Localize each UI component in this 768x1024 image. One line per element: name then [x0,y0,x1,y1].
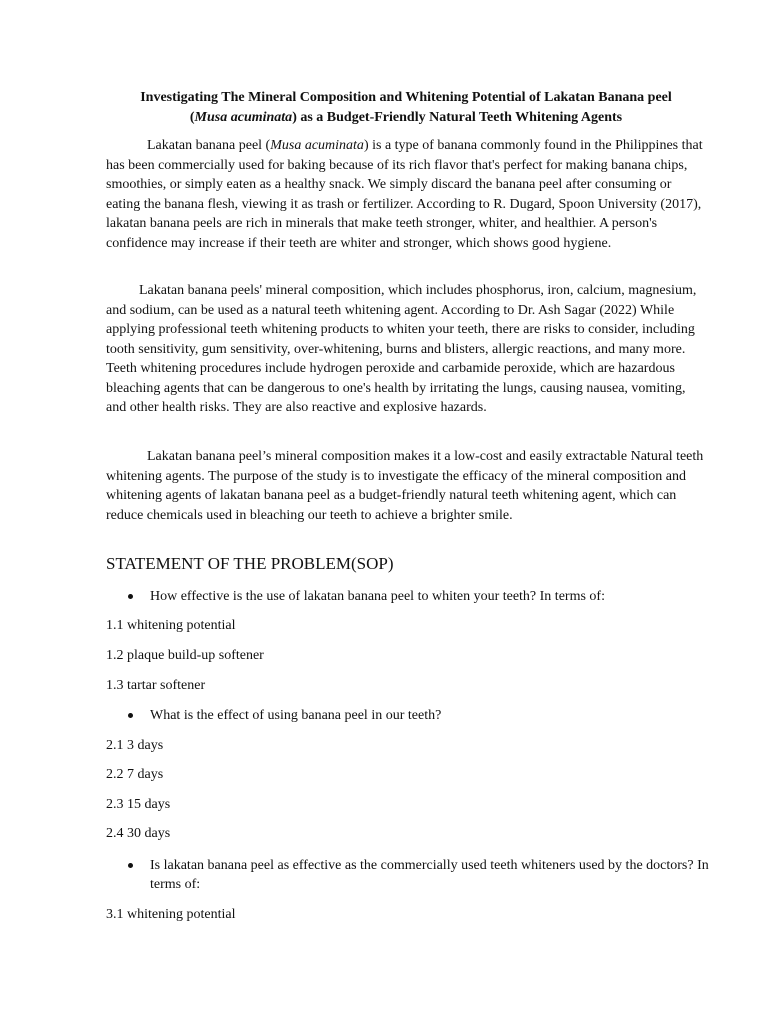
title-line-1: Investigating The Mineral Composition and Whitening Potential of Lakatan Banana peel [140,90,672,105]
document-title [106,88,706,128]
paragraph-1-scientific-name: Musa acuminata [270,138,364,153]
bullet-question-3-text: Is lakatan banana peel as effective as the commercially used teeth whiteners used by the doctors? In terms of: [150,858,709,892]
paragraph-3: Lakatan banana peel’s mineral composition makes it a low-cost and easily extractable Natural teeth whitening agents. The purpose of the study is to investigate the efficacy of the mineral composition and whitening agents of lakatan banana peel as a budget-friendly natural teeth whitening agent, which can reduce chemicals used in bleaching our teeth to achieve a brighter smile. [106,449,704,523]
bullet-question-1-text: How effective is the use of lakatan banana peel to whiten your teeth? In terms of: [150,589,605,604]
bullet-question-1 [128,587,726,606]
bullet-dot-icon [128,863,133,868]
list-item: 2.1 3 days [106,738,164,753]
paragraph-1-part-2: ) is a type of banana commonly found in the Philippines that has been commercially used for baking because of its rich flavor that's perfect for making banana chips, smoothies, or simply eaten as a healthy snack. We simply discard the banana peel after consuming or eating the banana flesh, viewing it as trash or fertilizer. According to R. Dugard, Spoon University (2017), lakatan banana peels are rich in minerals that make teeth stronger, whiter, and healthier. A person's confidence may increase if their teeth are whiter and stronger, which shows good hygiene. [106,138,703,251]
title-line-2: ) as a Budget-Friendly Natural Teeth Whitening Agents [292,110,623,125]
bullet-question-2-text: What is the effect of using banana peel in our teeth? [150,708,442,723]
bullet-question-3 [128,856,726,894]
paragraph-2: Lakatan banana peels' mineral composition, which includes phosphorus, iron, calcium, magnesium, and sodium, can be used as a natural teeth whitening agent. According to Dr. Ash Sagar (2022) While applying professional teeth whitening products to whiten your teeth, there are risks to consider, including tooth sensitivity, gum sensitivity, over-whitening, burns and blisters, allergic reactions, and many more. Teeth whitening procedures include hydrogen peroxide and carbamide peroxide, which are hazardous bleaching agents that can be dangerous to one's health by irritating the lungs, causing nausea, vomiting, and other health risks. They are also reactive and explosive hazards. [106,283,697,415]
list-item: 1.2 plaque build-up softener [106,648,264,663]
bullet-dot-icon [128,594,133,599]
section-heading-sop: STATEMENT OF THE PROBLEM(SOP) [106,554,394,573]
list-item: 1.3 tartar softener [106,678,206,693]
bullet-question-2 [128,706,726,725]
bullet-dot-icon [128,713,133,718]
title-scientific-name: Musa acuminata [194,110,293,125]
title-open-paren: ( [189,110,195,125]
list-item: 2.2 7 days [106,767,164,782]
paragraph-1 [106,136,706,253]
paragraph-1-part-1: Lakatan banana peel ( [147,138,271,153]
list-item: 2.4 30 days [106,826,171,841]
list-item: 1.1 whitening potential [106,618,236,633]
list-item: 2.3 15 days [106,797,171,812]
list-item: 3.1 whitening potential [106,907,236,922]
